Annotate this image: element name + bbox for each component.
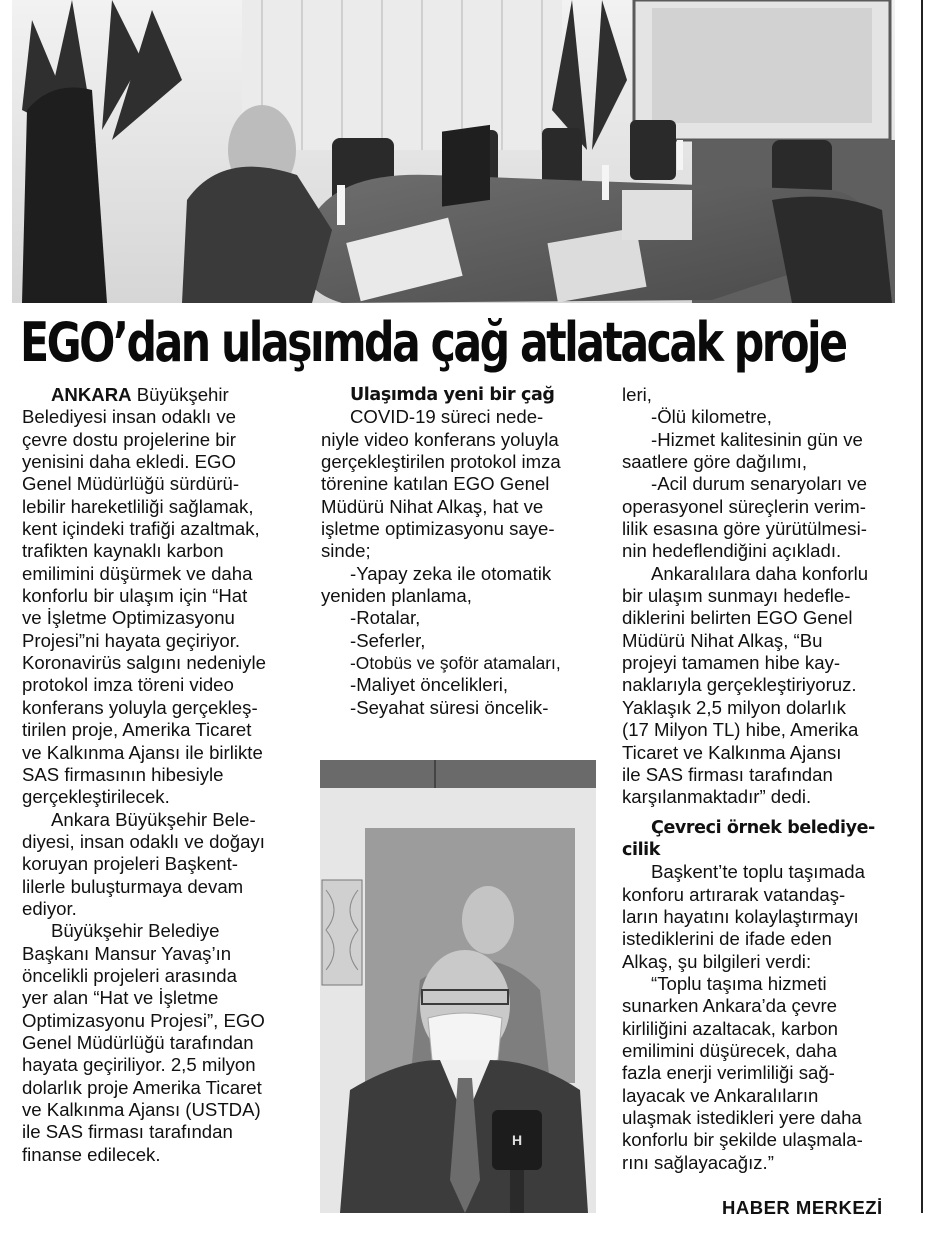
article-column-1 [22, 384, 312, 1166]
interview-photo [320, 760, 596, 1213]
body-line: niyle video konferans yoluyla [321, 428, 559, 450]
body-line: operasyonel süreçlerin verim- [622, 495, 866, 517]
body-line: ulaşmak istedikleri yere daha [622, 1107, 862, 1128]
body-text: Büyükşehir [131, 384, 229, 405]
body-line: konforlu bir şekilde ulaşmala- [622, 1129, 863, 1151]
body-line: Müdürü Nihat Alkaş, “Bu [622, 629, 823, 651]
body-line: diyesi, insan odaklı ve doğayı [22, 830, 265, 852]
body-line: sunarken Ankara’da çevre [622, 995, 837, 1017]
body-line: dolarlık proje Amerika Ticaret [22, 1076, 262, 1098]
body-line: COVID-19 süreci nede- [350, 406, 544, 428]
body-line: yeniden planlama, [321, 585, 472, 607]
body-line: işletme optimizasyonu saye- [321, 518, 555, 540]
body-line: diklerini belirten EGO Genel [622, 607, 853, 629]
body-line: Büyükşehir Belediye [51, 920, 220, 942]
body-line: protokol imza töreni video [22, 674, 234, 696]
body-line: törenine katılan EGO Genel [321, 473, 550, 495]
body-line: Ticaret ve Kalkınma Ajansı [622, 741, 842, 763]
body-line: trafikten kaynaklı karbon [22, 540, 224, 562]
body-line: naklarıyla gerçekleştiriyoruz. [622, 674, 857, 696]
body-line: sinde; [321, 540, 371, 562]
body-line: Belediyesi insan odaklı ve [22, 406, 236, 428]
list-item: -Hizmet kalitesinin gün ve [651, 428, 863, 450]
body-line: konforu artırarak vatandaş- [622, 883, 846, 905]
body-line: konferans yoluyla gerçekleş- [22, 696, 258, 718]
body-line: ve İşletme Optimizasyonu [22, 607, 235, 629]
list-item: -Seyahat süresi öncelik- [350, 696, 549, 718]
body-line: finanse edilecek. [22, 1143, 161, 1165]
list-item: -Rotalar, [350, 607, 421, 629]
body-line: Alkaş, şu bilgileri verdi: [622, 950, 812, 972]
column-rule [921, 0, 923, 1213]
svg-text:H: H [511, 1132, 523, 1148]
meeting-room-photo [12, 0, 895, 303]
body-line: konforlu bir ulaşım için “Hat [22, 585, 248, 607]
body-line: ve Kalkınma Ajansı (USTDA) [22, 1099, 261, 1120]
article-headline: EGO’dan ulaşımda çağ atlatacak proje [20, 311, 846, 374]
body-line: projeyi tamamen hibe kay- [622, 652, 841, 674]
body-line: Optimizasyonu Projesi”, EGO [22, 1009, 265, 1031]
body-line: hayata geçiriliyor. 2,5 milyon [22, 1054, 256, 1076]
subheading: Ulaşımda yeni bir çağ [350, 385, 555, 405]
body-line: rını sağlayacağız.” [622, 1151, 774, 1173]
body-line: kent içindeki trafiği azaltmak, [22, 518, 260, 540]
body-line: kirliliğini azaltacak, karbon [622, 1017, 838, 1039]
body-line: Ankaralılara daha konforlu [651, 562, 869, 584]
body-line: Yaklaşık 2,5 milyon dolarlık [622, 696, 846, 718]
body-line: Projesi”ni hayata geçiriyor. [22, 629, 241, 651]
body-line: tirilen proje, Amerika Ticaret [22, 719, 252, 741]
spacer [622, 809, 912, 817]
list-item: -Seferler, [350, 629, 426, 651]
body-line: leri, [622, 384, 652, 405]
body-line: Koronavirüs salgını nedeniyle [22, 652, 266, 674]
body-line: gerçekleştirilecek. [22, 786, 170, 808]
body-line: Ankara Büyükşehir Bele- [51, 808, 256, 830]
body-line: emilimini düşürmek ve daha [22, 562, 253, 584]
body-line: Genel Müdürlüğü tarafından [22, 1031, 254, 1053]
body-line: Müdürü Nihat Alkaş, hat ve [321, 495, 544, 517]
list-item: -Ölü kilometre, [651, 406, 772, 428]
body-line: ve Kalkınma Ajansı ile birlikte [22, 741, 263, 763]
dateline: ANKARA [51, 384, 132, 405]
list-item: -Yapay zeka ile otomatik [350, 562, 552, 584]
list-item: -Otobüs ve şoför atamaları, [350, 653, 561, 674]
body-line: çevre dostu projelerine bir [22, 428, 236, 450]
article-column-2 [321, 384, 601, 719]
body-line: istediklerini de ifade eden [622, 928, 832, 950]
article-column-3 [622, 384, 912, 1174]
body-line: fazla enerji verimliliği sağ- [622, 1062, 835, 1084]
body-line: lebilir hareketliliği sağlamak, [22, 495, 254, 517]
list-item: -Acil durum senaryoları ve [651, 473, 867, 495]
body-line: yer alan “Hat ve İşletme [22, 987, 219, 1009]
body-line: ların hayatını kolaylaştırmayı [622, 905, 859, 927]
subheading: Çevreci örnek belediye- [651, 817, 875, 838]
body-line: saatlere göre dağılımı, [622, 451, 808, 473]
interview-photo-illustration [320, 760, 596, 1213]
body-line: “Toplu taşıma hizmeti [651, 972, 827, 994]
list-item: -Maliyet öncelikleri, [350, 674, 509, 696]
body-line: karşılanmaktadır” dedi. [622, 786, 812, 808]
body-line: nin hedeflendiğini açıkladı. [622, 540, 842, 562]
body-line: yenisini daha ekledi. EGO [22, 451, 236, 473]
body-line: öncelikli projeleri arasında [22, 964, 237, 986]
body-line [22, 384, 312, 406]
body-line: ile SAS firması tarafından [622, 763, 833, 785]
body-line: lilik esasına göre yürütülmesi- [622, 518, 867, 540]
body-line: Başkent’te toplu taşımada [651, 861, 865, 883]
byline: HABER MERKEZİ [722, 1197, 883, 1218]
body-line: SAS firmasının hibesiyle [22, 763, 224, 785]
body-line: Başkanı Mansur Yavaş’ın [22, 942, 232, 964]
subheading: cilik [622, 839, 661, 860]
body-line: emilimini düşürecek, daha [622, 1039, 837, 1061]
body-line: bir ulaşım sunmayı hedefle- [622, 585, 851, 607]
meeting-room-photo-illustration [12, 0, 895, 303]
body-line: layacak ve Ankaralıların [622, 1084, 819, 1106]
body-line: koruyan projeleri Başkent- [22, 853, 238, 875]
body-line: lilerle buluşturmaya devam [22, 875, 244, 897]
body-line: ile SAS firması tarafından [22, 1121, 233, 1143]
body-line: Genel Müdürlüğü sürdürü- [22, 473, 240, 495]
body-line: (17 Milyon TL) hibe, Amerika [622, 719, 859, 741]
body-line: ediyor. [22, 897, 77, 919]
body-line: gerçekleştirilen protokol imza [321, 451, 561, 473]
